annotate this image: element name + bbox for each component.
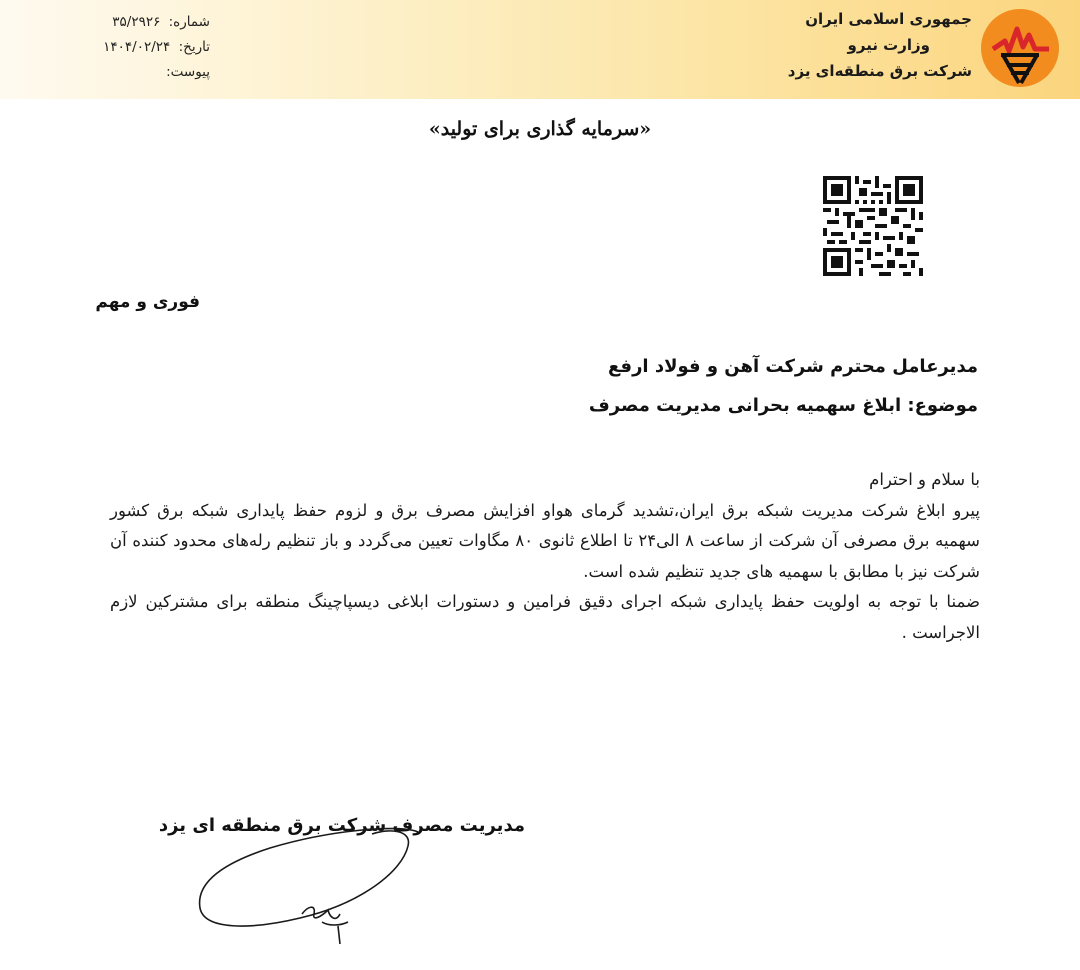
- letter-number-row: [70, 10, 210, 35]
- priority-label: فوری و مهم: [95, 292, 200, 312]
- org-line-ministry: وزارت نیرو: [847, 36, 930, 54]
- handwritten-signature: [190, 826, 430, 951]
- letter-date-value: ۱۴۰۴/۰۲/۲۴: [103, 39, 171, 55]
- letter-metadata: [70, 10, 210, 85]
- greeting: با سلام و احترام: [869, 470, 980, 489]
- year-slogan: «سرمایه گذاری برای تولید»: [428, 118, 652, 140]
- letter-date-label: تاریخ:: [178, 39, 210, 55]
- letter-number-label: شماره:: [168, 14, 210, 30]
- subject-line: موضوع: ابلاغ سهمیه بحرانی مدیریت مصرف: [588, 395, 978, 416]
- signature-title: مدیریت مصرف شرکت برق منطقه ای یزد: [158, 815, 525, 836]
- letter-attachment-row: [70, 60, 210, 85]
- qr-code-icon: [823, 176, 923, 276]
- body-paragraph-1: پیرو ابلاغ شرکت مدیریت شبکه برق ایران،تشدید گرمای هواو افزایش مصرف برق و لزوم حفظ پایداری شبکه برق کشور سهمیه برق مصرفی آن شرکت از ساعت ۸ الی۲۴ تا اطلاع ثانوی ۸۰ مگاوات تعیین می‌گردد و باز تنظیم رله‌های محدود کننده آن شرکت نیز با مطابق با سهمیه های جدید تنظیم شده است.: [110, 500, 980, 581]
- letter-attachment-label: پیوست:: [166, 64, 210, 80]
- addressee-line: مدیرعامل محترم شرکت آهن و فولاد ارفع: [607, 356, 978, 377]
- letter-body: [110, 465, 980, 648]
- org-line-company: شرکت برق منطقه‌ای یزد: [787, 62, 972, 80]
- power-company-logo: [979, 7, 1061, 89]
- letter-date-row: [70, 35, 210, 60]
- org-line-republic: جمهوری اسلامی ایران: [805, 10, 972, 28]
- letter-number-value: ۳۵/۲۹۲۶: [112, 14, 161, 30]
- letterhead-organization: [732, 6, 972, 84]
- body-paragraph-2: ضمنا با توجه به اولویت حفظ پایداری شبکه اجرای دقیق فرامین و دستورات ابلاغی دیسپاچینگ منطقه برای مشترکین لازم الاجراست .: [110, 592, 980, 642]
